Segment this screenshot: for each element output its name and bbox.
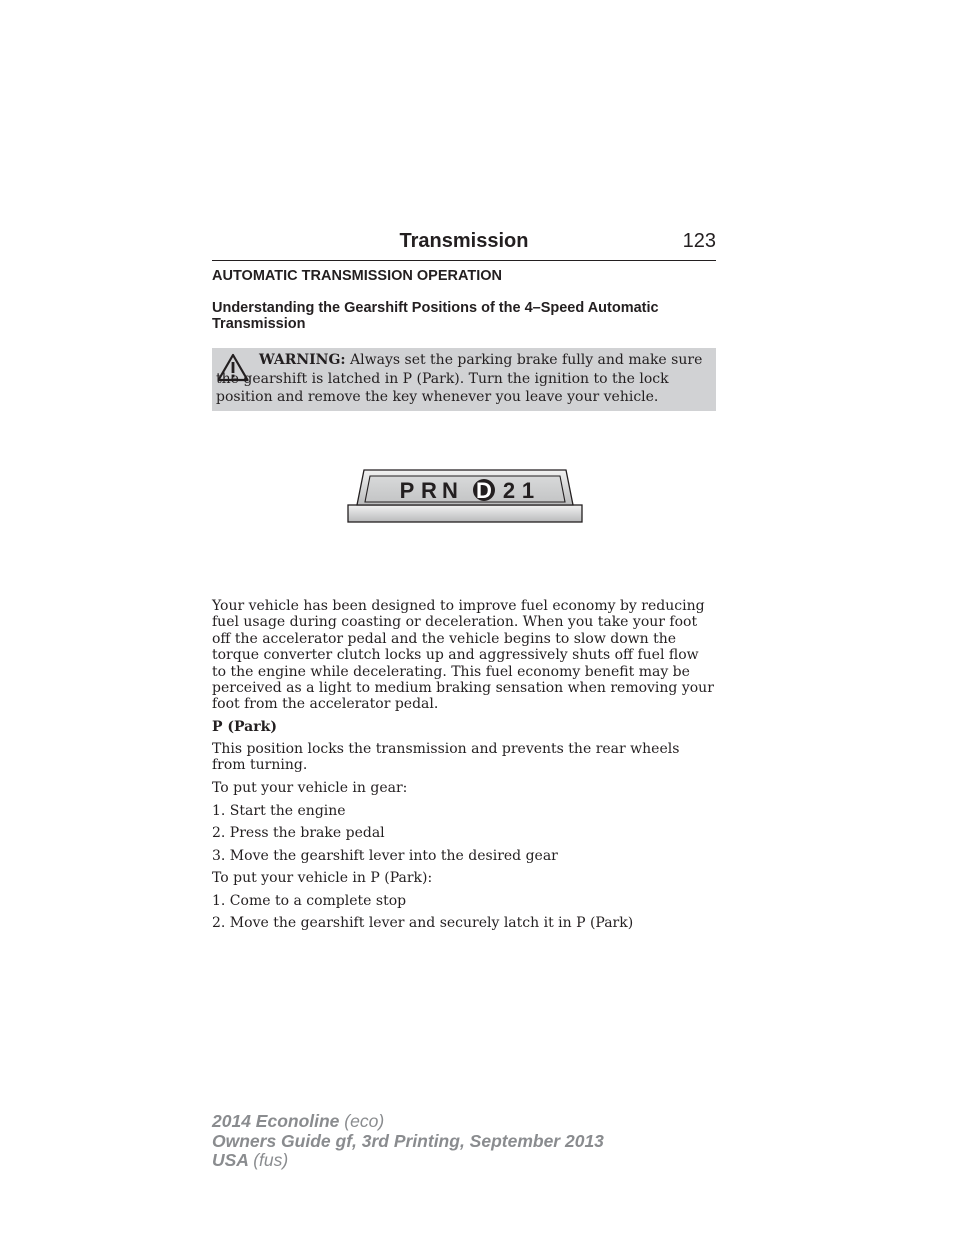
section-title: Transmission — [399, 230, 529, 252]
gear-indicator-illustration — [346, 467, 584, 525]
list-item: 2. Move the gearshift lever and securely latch it in P (Park) — [212, 915, 634, 931]
warning-label: WARNING: — [259, 352, 346, 368]
gear-position-p: P — [399, 478, 415, 503]
list-item: 1. Come to a complete stop — [212, 893, 407, 909]
gear-position-n: N — [442, 478, 458, 503]
gear-position-r: R — [421, 478, 437, 503]
list-item: 3. Move the gearshift lever into the desired gear — [212, 848, 558, 864]
park-description: This position locks the transmission and prevents the rear wheels from turning. — [212, 741, 680, 774]
in-gear-intro: To put your vehicle in gear: — [212, 780, 408, 796]
footer-region-code: (fus) — [253, 1150, 289, 1170]
heading-gearshift-positions: Understanding the Gearshift Positions of the 4–Speed Automatic Transmission — [212, 300, 659, 332]
footer-guide: Owners Guide gf, 3rd Printing, September 2013 — [212, 1130, 604, 1151]
warning-text — [216, 351, 712, 407]
list-item: 2. Press the brake pedal — [212, 825, 385, 841]
warning-box — [212, 348, 716, 411]
gear-position-1: 1 — [521, 478, 535, 503]
footer — [212, 1112, 604, 1171]
footer-region-line — [212, 1151, 604, 1171]
footer-model-line — [212, 1112, 604, 1132]
page-header — [212, 230, 716, 261]
page-number: 123 — [682, 230, 716, 252]
list-item: 1. Start the engine — [212, 803, 346, 819]
warning-message: Always set the parking brake fully and make sure the gearshift is latched in P (Park). Turn the ignition to the lock position and remove the key whenever you leave your vehicle. — [216, 352, 703, 405]
in-park-intro: To put your vehicle in P (Park): — [212, 870, 433, 886]
intro-paragraph: Your vehicle has been designed to improve fuel economy by reducing fuel usage during coasting or deceleration. When you take your foot off the accelerator pedal and the vehicle begins to slow down the torque converter clutch locks up and aggressively shuts off fuel flow to the engine while decelerating. This fuel economy benefit may be perceived as a light to medium braking sensation when removing your foot from the accelerator pedal. — [212, 598, 714, 713]
footer-model-code: (eco) — [344, 1111, 385, 1131]
footer-model: 2014 Econoline — [212, 1111, 340, 1131]
park-heading: P (Park) — [212, 719, 277, 735]
heading-automatic-transmission-operation: AUTOMATIC TRANSMISSION OPERATION — [212, 268, 502, 284]
gear-position-d: D — [476, 478, 492, 503]
gear-position-2: 2 — [502, 478, 516, 503]
footer-region: USA — [212, 1150, 249, 1170]
